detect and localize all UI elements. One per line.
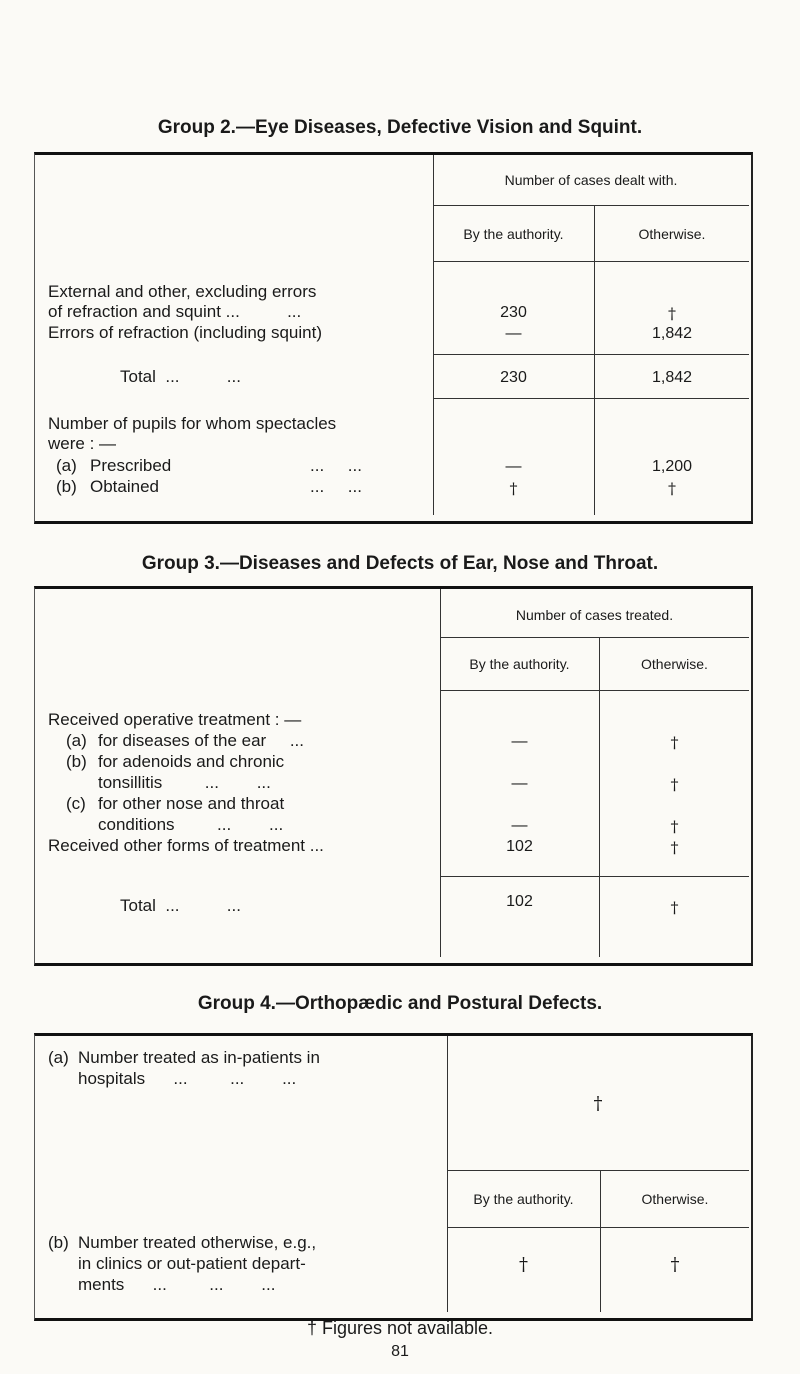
group2-row1-label-line2: of refraction and squint ... ... — [48, 302, 302, 321]
group2-row2-label: Errors of refraction (including squint) — [48, 323, 323, 342]
group4-a-line2: hospitals ... ... ... — [78, 1069, 297, 1088]
group4-b-authority: † — [519, 1254, 528, 1275]
group2-row1-authority: 230 — [500, 304, 527, 321]
group2-pupils-line2: were : — — [48, 434, 117, 453]
group3-other-authority: 102 — [506, 838, 533, 855]
group2-row2-otherwise: 1,842 — [651, 325, 693, 342]
group3-a-letter: (a) — [66, 731, 87, 750]
group4-a-value: † — [593, 1093, 603, 1114]
group2-prescribed-label: Prescribed — [90, 456, 172, 475]
group2-header: Number of cases dealt with. — [504, 172, 678, 188]
group3-c-line2: conditions ... ... — [98, 815, 284, 834]
group3-b-otherwise: † — [670, 775, 679, 794]
group2-prescribed-authority: — — [505, 458, 522, 475]
group3-total-label: Total ... ... — [120, 896, 241, 915]
group3-total-otherwise: † — [670, 898, 679, 917]
group2-row1-otherwise: † — [668, 304, 676, 323]
group4-title: Group 4.—Orthopædic and Postural Defects. — [197, 993, 603, 1014]
group3-c-otherwise: † — [670, 817, 679, 836]
group3-c-line1: for other nose and throat — [98, 794, 285, 813]
group3-other-label: Received other forms of treatment ... — [48, 836, 324, 855]
group2-row1-label-line1: External and other, excluding errors — [48, 282, 317, 301]
group4-b-line2: in clinics or out-patient depart- — [78, 1254, 306, 1273]
group2-obtained-label: Obtained — [90, 477, 159, 496]
footnote: † Figures not available. — [306, 1318, 494, 1338]
group3-header: Number of cases treated. — [515, 607, 674, 623]
group4-b-line1: Number treated otherwise, e.g., — [78, 1233, 317, 1252]
group4-col-otherwise: Otherwise. — [641, 1191, 709, 1207]
group3-title: Group 3.—Diseases and Defects of Ear, Nose and Throat. — [141, 553, 659, 574]
group3-col-authority: By the authority. — [469, 656, 570, 672]
group2-title: Group 2.—Eye Diseases, Defective Vision and Squint. — [157, 117, 643, 138]
group3-col-otherwise: Otherwise. — [641, 656, 708, 672]
group2-obtained-authority: † — [509, 479, 518, 498]
group3-other-otherwise: † — [670, 838, 679, 857]
group4-b-otherwise: † — [670, 1254, 680, 1275]
group2-prescribed-letter: (a) — [56, 456, 77, 475]
group3-b-line1: for adenoids and chronic — [98, 752, 285, 771]
group3-total-authority: 102 — [506, 893, 533, 910]
group2-col-otherwise: Otherwise. — [638, 226, 706, 242]
group3-a-otherwise: † — [670, 733, 679, 752]
group4-a-letter: (a) — [48, 1048, 69, 1067]
group2-prescribed-otherwise: 1,200 — [651, 458, 693, 475]
group4-col-authority: By the authority. — [473, 1191, 574, 1207]
group2-total-otherwise: 1,842 — [651, 369, 693, 386]
group2-obtained-otherwise: † — [668, 479, 676, 498]
group2-pupils-line1: Number of pupils for whom spectacles — [48, 414, 337, 433]
group4-b-line3: ments ... ... ... — [78, 1275, 276, 1294]
group3-a-label: for diseases of the ear ... — [98, 731, 304, 750]
group4-b-letter: (b) — [48, 1233, 69, 1252]
group3-c-authority: — — [511, 817, 528, 834]
group2-obtained-leaders: ... ... — [310, 477, 362, 496]
group2-prescribed-leaders: ... ... — [310, 456, 362, 475]
group2-obtained-letter: (b) — [56, 477, 77, 496]
group2-total-authority: 230 — [500, 369, 527, 386]
group3-operative-label: Received operative treatment : — — [48, 710, 302, 729]
group2-col-authority: By the authority. — [463, 226, 564, 242]
group3-b-letter: (b) — [66, 752, 87, 771]
group4-a-line1: Number treated as in-patients in — [78, 1048, 320, 1067]
group3-b-line2: tonsillitis ... ... — [98, 773, 271, 792]
page-number: 81 — [391, 1343, 409, 1360]
group2-total-label: Total ... ... — [120, 367, 241, 386]
group2-row2-authority: — — [505, 325, 522, 342]
group3-a-authority: — — [511, 733, 528, 750]
group3-c-letter: (c) — [66, 794, 86, 813]
group3-b-authority: — — [511, 775, 528, 792]
